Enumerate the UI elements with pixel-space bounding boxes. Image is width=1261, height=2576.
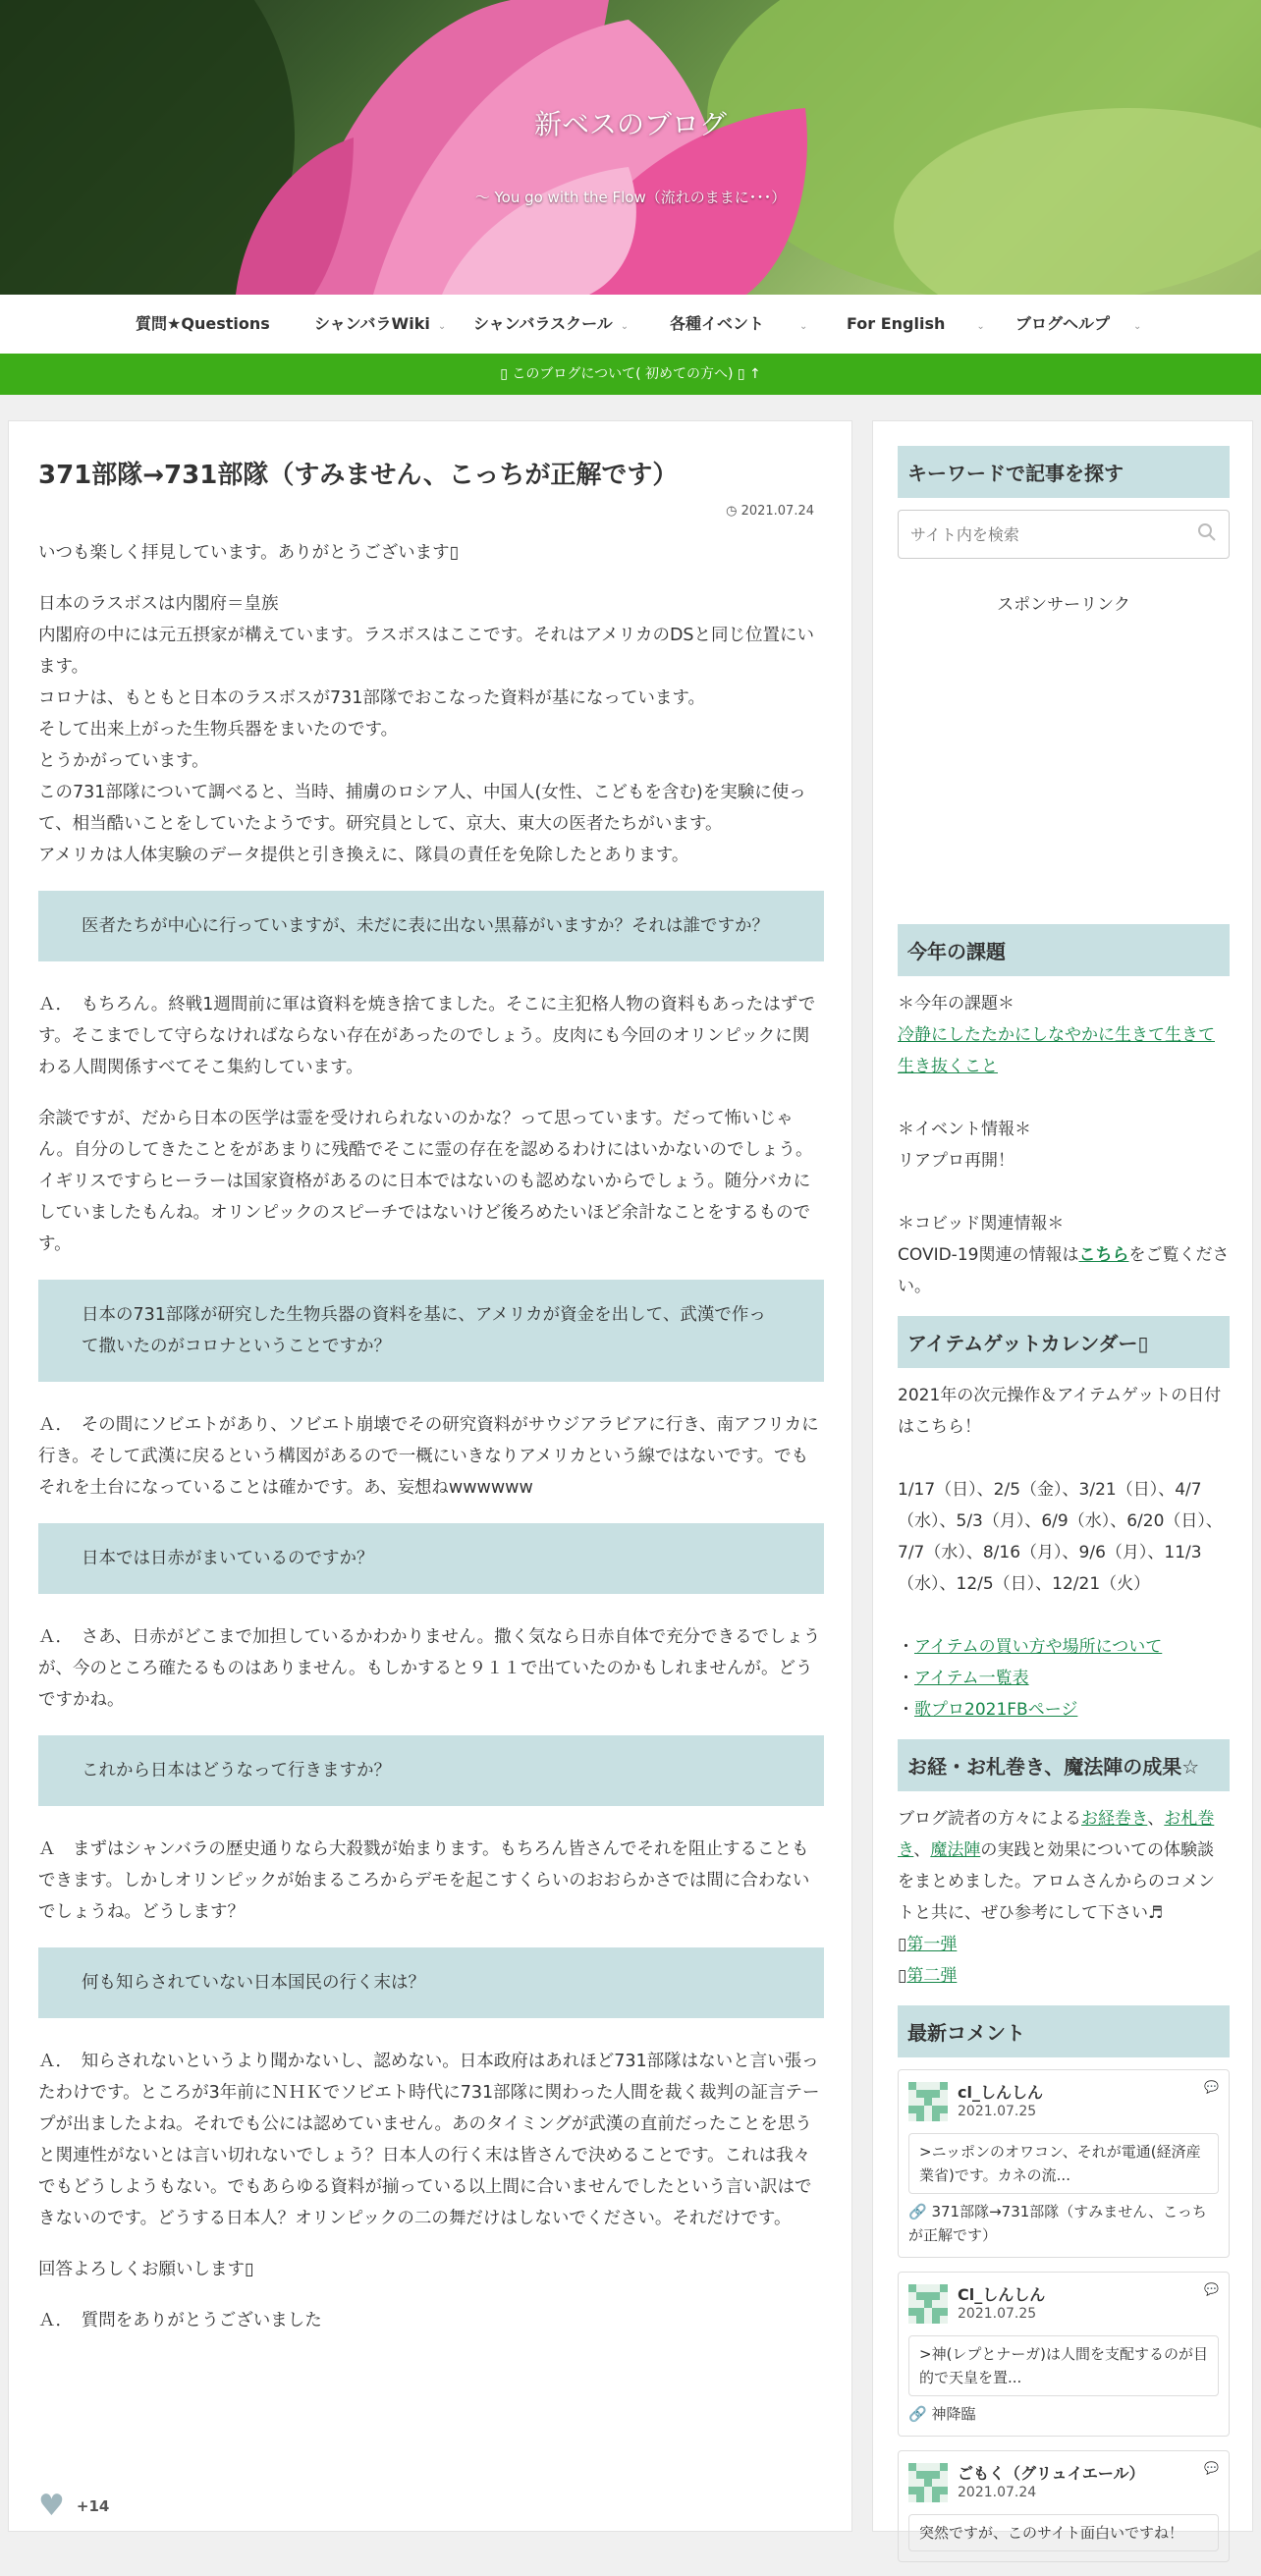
- article-body: [38, 537, 824, 2356]
- avatar: [908, 2284, 948, 2324]
- paragraph: Ａ． 質問をありがとうございました: [38, 2311, 322, 2330]
- paragraph: Ａ． その間にソビエトがあり、ソビエト崩壊でその研究資料がサウジアラビアに行き、南アフリカに行き。そして武漢に戻るという構図があるので一概にいきなりアメリカという線ではないです。でもそれを土台になっていることは確かです。あ、妄想ねwwwwww: [38, 1415, 819, 1498]
- paragraph: Ａ． 知らされないというより聞かないし、認めない。日本政府はあれほど731部隊はないと言い張ったわけです。ところが3年前にＮＨＫでソビエト時代に731部隊に関わった人間を裁く裁判の証言テープが出ましたよね。それでも公には認めていません。あのタイミングが武漢の直前だったことを思うと関連性がないとは言い切れないでしょう？日本人の行く末は皆さんで決めることです。これは我々でもどうしようもない。でもあらゆる資料が揃っている以上間に合いませんでしたという言い訳はできないのです。どうする日本人？オリンピックの二の舞だけはしないでください。それだけです。: [38, 2052, 820, 2228]
- paragraph: Ａ まずはシャンバラの歴史通りなら大殺戮が始まります。もちろん皆さんでそれを阻止することもできます。しかしオリンピックが始まるころからデモを起こすくらいのおおらかさでは間に合わないでしょうね。どうします？: [38, 1839, 810, 1922]
- comment-date: 2021.07.25: [958, 2104, 1037, 2119]
- site-title[interactable]: 新ベスのブログ: [533, 108, 727, 140]
- chevron-down-icon: ⌄: [620, 321, 630, 332]
- site-description: ～ You go with the Flow（流れのままに･･･）: [474, 189, 787, 206]
- paragraph: いつも楽しく拝見しています。ありがとうございます▯: [38, 543, 460, 563]
- question-box: 日本では日赤がまいているのですか？: [38, 1523, 824, 1594]
- widget-title-search: キーワードで記事を探す: [898, 446, 1230, 498]
- comment-post-link[interactable]: 🔗 神降臨: [908, 2405, 976, 2423]
- tasks-widget: ＊今年の課題＊ 冷静にしたたかにしなやかに生きて生きて生き抜くこと ＊イベント情報＊ リアプロ再開！ ＊コビッド関連情報＊ COVID-19関連の情報はこちらをご覧ください。: [898, 994, 1230, 1296]
- paragraph: Ａ． もちろん。終戦1週間前に軍は資料を焼き捨てました。そこに主犯格人物の資料もあったはずです。そこまでして守らなければならない存在があったのでしょう。皮肉にも今回のオリンピックに関わる人間関係すべてそこ集約しています。: [38, 995, 816, 1077]
- tasks-link[interactable]: 冷静にしたたかにしなやかに生きて生きて生き抜くこと: [898, 1025, 1215, 1076]
- comment-excerpt: >ニッポンのオワコン、それが電通(経済産業省)です。カネの流...: [908, 2133, 1219, 2194]
- paragraph: Ａ． さあ、日赤がどこまで加担しているかわかりません。撒く気なら日赤自体で充分できるでしょうが、今のところ確たるものはありません。もしかすると９１１で出ていたのかもしれませんが。どうですかね。: [38, 1627, 821, 1710]
- mahoujin-link[interactable]: 魔法陣: [930, 1840, 981, 1860]
- nav-item-blog-help[interactable]: ブログヘルプ ⌄: [1015, 314, 1142, 333]
- comment-excerpt: >神(レプとナーガ)は人間を支配するのが目的で天皇を置...: [908, 2335, 1219, 2396]
- sidebar: [872, 420, 1253, 2542]
- article-title: 371部隊→731部隊（すみません、こっちが正解です）: [38, 461, 679, 490]
- search-box: [898, 510, 1230, 559]
- results-widget: ブログ読者の方々によるお経巻き、お札巻き、魔法陣の実践と効果についての体験談をまとめました。アロムさんからのコメントと共に、ぜひ参考にして下さい♬ ▯第一弾 ▯第二弾: [898, 1809, 1215, 1986]
- comment-bubble-icon: 💬: [1204, 2282, 1219, 2296]
- question-box: 何も知らされていない日本国民の行く末は？: [38, 1947, 824, 2018]
- avatar: [908, 2463, 948, 2502]
- comment-bubble-icon: 💬: [1204, 2461, 1219, 2475]
- widget-title-calendar: アイテムゲットカレンダー▯: [898, 1316, 1230, 1368]
- avatar: [908, 2082, 948, 2121]
- item-purchase-link[interactable]: アイテムの買い方や場所について: [914, 1637, 1163, 1657]
- comment-post-link[interactable]: 🔗 371部隊→731部隊（すみません、こっちが正解です）: [908, 2203, 1207, 2244]
- clock-icon: ◷: [726, 504, 738, 519]
- comment-date: 2021.07.25: [958, 2306, 1037, 2322]
- comment-bubble-icon: 💬: [1204, 2080, 1219, 2094]
- widget-title-tasks: 今年の課題: [898, 924, 1230, 976]
- ofuda-link[interactable]: お札巻き: [898, 1809, 1215, 1860]
- global-nav: [0, 295, 1261, 354]
- chevron-down-icon: ⌄: [976, 321, 985, 332]
- comment-author: Cl_しんしん: [958, 2285, 1046, 2304]
- comment-item[interactable]: [898, 2450, 1230, 2562]
- covid-link[interactable]: こちら: [1078, 1245, 1129, 1265]
- search-icon[interactable]: [1197, 522, 1217, 542]
- nav-item-events[interactable]: 各種イベント ⌄: [670, 314, 808, 333]
- site-header: [0, 0, 1261, 295]
- chevron-down-icon: ⌄: [437, 321, 447, 332]
- notice-bar[interactable]: ▯ このブログについて( 初めての方へ) ▯ ↑: [0, 354, 1261, 395]
- widget-title-comments: 最新コメント: [898, 2005, 1230, 2057]
- paragraph: 日本のラスボスは内閣府＝皇族 内閣府の中には元五摂家が構えています。ラスボスはここです。それはアメリカのDSと同じ位置にいます。 コロナは、もともと日本のラスボスが731部隊でおこなった資料が基になっています。 そして出来上がった生物兵器をまいたのです。 とうかがっています。 この731部隊について調べると、当時、捕虜のロシア人、中国人(女性、こどもを含む)を実験に使って、相当酷いことをしていたようです。研究員として、京大、東大の医者たちがいます。 アメリカは人体実験のデータ提供と引き換えに、隊員の責任を免除したとあります。: [38, 594, 815, 865]
- comment-author: cl_しんしん: [958, 2083, 1043, 2102]
- nav-item-for-english[interactable]: For English ⌄: [847, 314, 985, 333]
- like-count: +14: [76, 2497, 110, 2515]
- widget-title-results: お経・お札巻き、魔法陣の成果☆: [898, 1739, 1230, 1791]
- results-part2-link[interactable]: 第二弾: [906, 1966, 958, 1986]
- link-icon: 🔗: [908, 2203, 932, 2220]
- fb-page-link[interactable]: 歌プロ2021FBページ: [914, 1700, 1078, 1720]
- post-date: ◷ 2021.07.24: [726, 504, 814, 519]
- article-card: [8, 420, 852, 2532]
- recent-comments-list: [898, 2069, 1230, 2562]
- comment-date: 2021.07.24: [958, 2485, 1037, 2500]
- heart-icon: ♥: [38, 2489, 65, 2523]
- link-icon: 🔗: [908, 2405, 932, 2423]
- comment-author: ごもく（グリュイエール）: [958, 2464, 1145, 2483]
- chevron-down-icon: ⌄: [1133, 321, 1142, 332]
- paragraph: 余談ですが、だから日本の医学は霊を受けれられないのかな？って思っています。だって怖いじゃん。自分のしてきたことをがあまりに残酷でそこに霊の存在を認めるわけにはいかないのでしょう。イギリスですらヒーラーは国家資格があるのに日本ではないのも認めないからでしょう。随分バカにしていましたもんね。オリンピックのスピーチではないけど後ろめたいほど余計なことをするものです。: [38, 1109, 813, 1254]
- question-box: これから日本はどうなって行きますか？: [38, 1735, 824, 1806]
- header-lotus-image: [0, 0, 1261, 295]
- search-input[interactable]: [899, 511, 1229, 558]
- okyo-link[interactable]: お経巻き: [1081, 1809, 1148, 1829]
- like-button[interactable]: [38, 2489, 110, 2523]
- calendar-widget: 2021年の次元操作＆アイテムゲットの日付はこちら！ 1/17（日）、2/5（金）、3/21（日）、4/7（水）、5/3（月）、6/9（水）、6/20（日）、7/7（水）、8/16（月）、9/6（月）、11/3（水）、12/5（日）、12/21（火） ・アイテムの買い方や場所について ・アイテム一覧表 ・歌プロ2021FBページ: [898, 1386, 1223, 1720]
- sponsor-label: スポンサーリンク: [997, 595, 1130, 615]
- nav-item-shambhala-wiki[interactable]: シャンバラWiki ⌄: [314, 314, 447, 333]
- question-box: 医者たちが中心に行っていますが、未だに表に出ない黒幕がいますか？それは誰ですか？: [38, 891, 824, 961]
- comment-item[interactable]: [898, 2069, 1230, 2258]
- chevron-down-icon: ⌄: [799, 321, 808, 332]
- nav-item-shambhala-school[interactable]: シャンバラスクール ⌄: [473, 314, 630, 333]
- paragraph: 回答よろしくお願いします▯: [38, 2260, 254, 2279]
- question-box: 日本の731部隊が研究した生物兵器の資料を基に、アメリカが資金を出して、武漢で作って撒いたのがコロナということですか？: [38, 1280, 824, 1382]
- results-part1-link[interactable]: 第一弾: [906, 1935, 958, 1954]
- item-list-link[interactable]: アイテム一覧表: [914, 1669, 1029, 1688]
- comment-item[interactable]: [898, 2272, 1230, 2437]
- comment-excerpt: 突然ですが、このサイト面白いですね！: [908, 2514, 1219, 2551]
- nav-item-questions[interactable]: 質問★Questions: [136, 314, 270, 333]
